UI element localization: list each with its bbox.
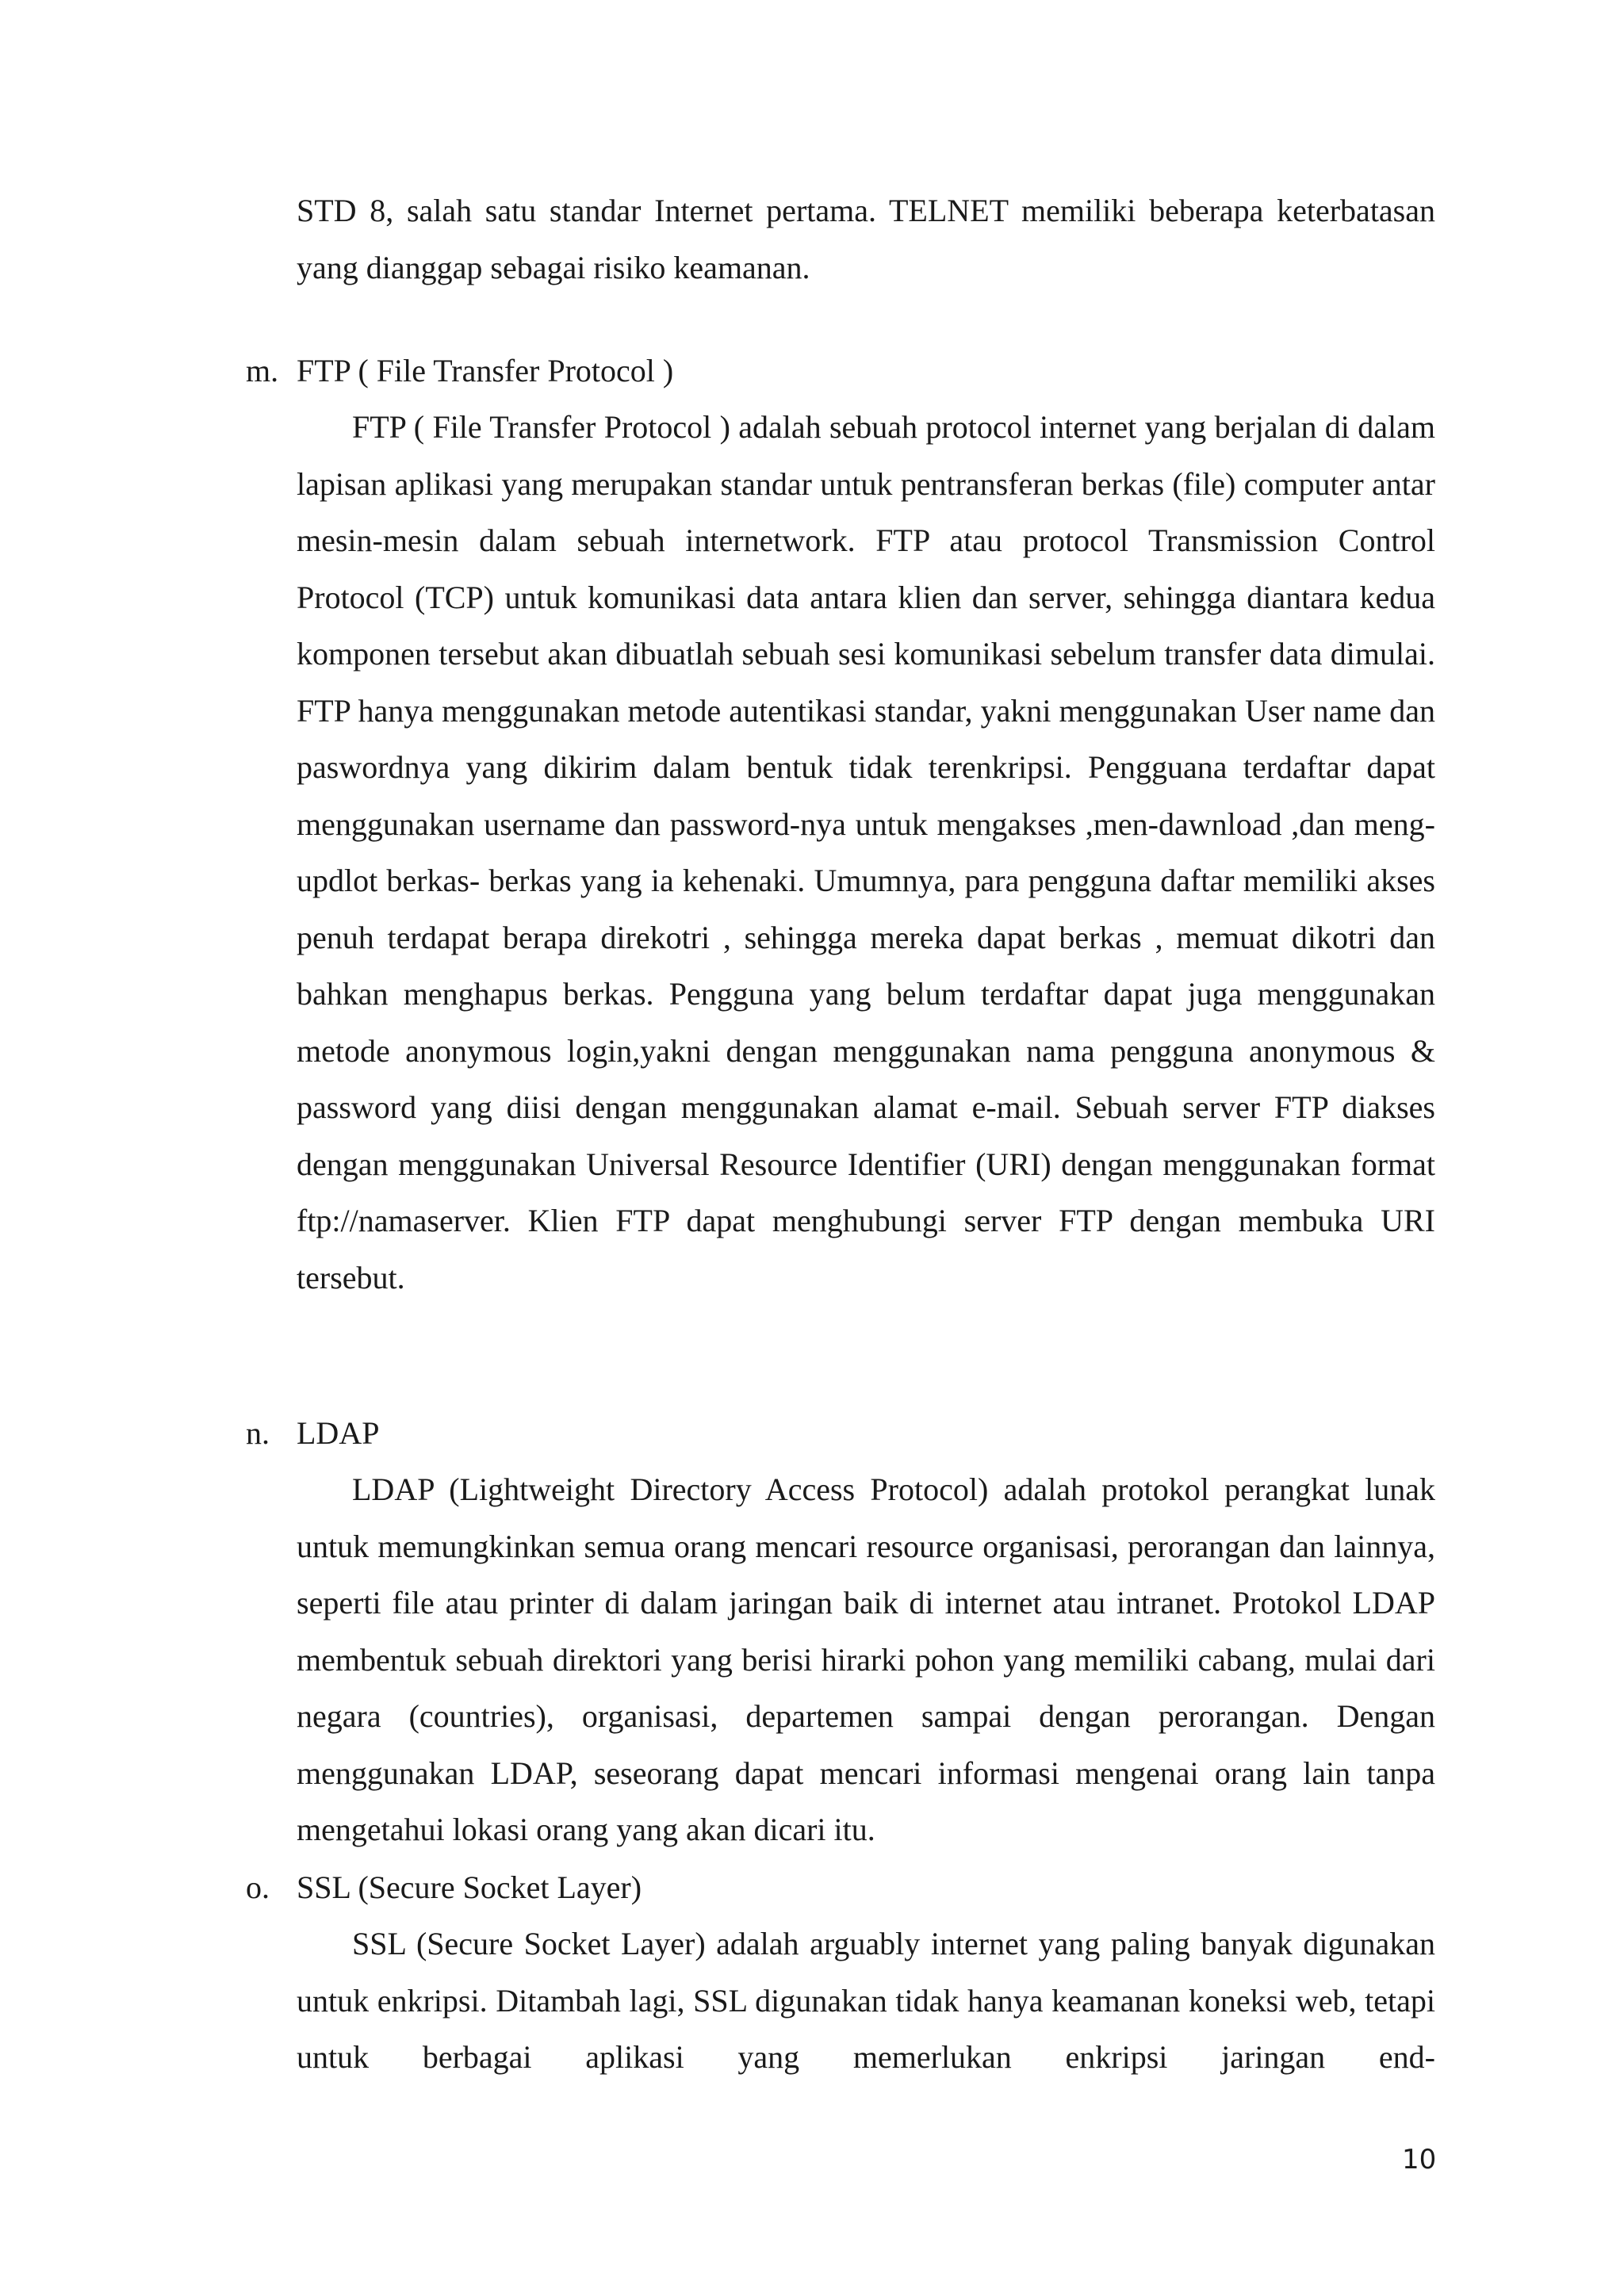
section-body-ldap: LDAP (Lightweight Directory Access Protocol) adalah protokol perangkat lunak untuk memungkinkan semua orang mencari resource organisasi, perorangan dan lainnya, seperti file atau printer di dalam jaringan baik di internet atau intranet. Protokol LDAP membentuk sebuah direktori yang berisi hirarki pohon yang memiliki cabang, mulai dari negara (countries), organisasi, departemen sampai dengan perorangan. Dengan menggunakan LDAP, seseorang dapat mencari informasi mengenai orang lain tanpa mengetahui lokasi orang yang akan dicari itu. <box>297 1471 1435 1847</box>
section-title: SSL (Secure Socket Layer) <box>297 1869 642 1905</box>
intro-paragraph: STD 8, salah satu standar Internet pertama. TELNET memiliki beberapa keterbatasan yang dianggap sebagai risiko keamanan. <box>297 193 1435 285</box>
page-number: 10 <box>1402 2144 1437 2175</box>
section-marker: m. <box>246 353 279 388</box>
section-title: FTP ( File Transfer Protocol ) <box>297 353 674 388</box>
section-heading-ftp <box>246 342 674 400</box>
section-heading-ldap <box>246 1405 380 1462</box>
section-body-ftp: FTP ( File Transfer Protocol ) adalah sebuah protocol internet yang berjalan di dalam lapisan aplikasi yang merupakan standar untuk pentransferan berkas (file) computer antar mesin-mesin dalam sebuah internetwork. FTP atau protocol Transmission Control Protocol (TCP) untuk komunikasi data antara klien dan server, sehingga diantara kedua komponen tersebut akan dibuatlah sebuah sesi komunikasi sebelum transfer data dimulai. FTP hanya menggunakan metode autentikasi standar, yakni menggunakan User name dan paswordnya yang dikirim dalam bentuk tidak terenkripsi. Pengguana terdaftar dapat menggunakan username dan password-nya untuk mengakses ,men-dawnload ,dan meng- updlot berkas- berkas yang ia kehenaki. Umumnya, para pengguna daftar memiliki akses penuh terdapat berapa direkotri , sehingga mereka dapat berkas , memuat dikotri dan bahkan menghapus berkas. Pengguna yang belum terdaftar dapat juga menggunakan metode anonymous login,yakni dengan menggunakan nama pengguna anonymous & password yang diisi dengan menggunakan alamat e-mail. Sebuah server FTP diakses dengan menggunakan Universal Resource Identifier (URI) dengan menggunakan format ftp://namaserver. Klien FTP dapat menghubungi server FTP dengan membuka URI tersebut. <box>297 409 1435 1295</box>
section-body-ssl: SSL (Secure Socket Layer) adalah arguably internet yang paling banyak digunakan untuk enkripsi. Ditambah lagi, SSL digunakan tidak hanya keamanan koneksi web, tetapi untuk berbagai aplikasi yang memerlukan enkripsi jaringan end- <box>297 1926 1435 2075</box>
section-marker: o. <box>246 1869 270 1905</box>
section-title: LDAP <box>297 1415 380 1451</box>
section-heading-ssl <box>246 1859 642 1916</box>
section-marker: n. <box>246 1415 270 1451</box>
